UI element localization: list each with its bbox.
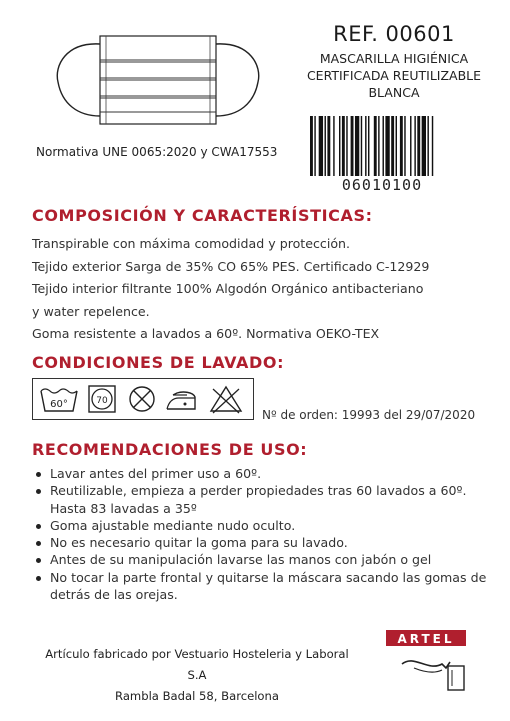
barcode-bar bbox=[314, 116, 315, 176]
barcode-bar bbox=[319, 116, 323, 176]
barcode-bar bbox=[410, 116, 411, 176]
footer bbox=[36, 644, 358, 707]
composition-line: Transpirable con máxima comodidad y protección. bbox=[32, 236, 351, 251]
barcode-bar bbox=[374, 116, 377, 176]
barcode-number: 06010100 bbox=[341, 176, 423, 194]
product-reference-block bbox=[286, 22, 502, 101]
washing-heading: CONDICIONES DE LAVADO: bbox=[32, 353, 285, 372]
composition-body bbox=[32, 233, 502, 346]
product-description-line: CERTIFICADA REUTILIZABLE bbox=[306, 68, 482, 83]
order-number: Nº de orden: 19993 del 29/07/2020 bbox=[262, 408, 476, 422]
barcode-bar bbox=[365, 116, 366, 176]
list-item: No es necesario quitar la goma para su lavado. bbox=[34, 534, 504, 551]
care-symbols-box bbox=[32, 378, 254, 420]
barcode-bar bbox=[414, 116, 415, 176]
list-item: No tocar la parte frontal y quitarse la máscara sacando las gomas de detrás de las orejas. bbox=[34, 569, 504, 604]
composition-heading: COMPOSICIÓN Y CARACTERÍSTICAS: bbox=[32, 206, 373, 225]
composition-line: Tejido exterior Sarga de 35% CO 65% PES. Certificado C-12929 bbox=[32, 258, 430, 274]
list-item: Lavar antes del primer uso a 60º. bbox=[34, 465, 504, 482]
logo-text: ARTEL bbox=[397, 632, 455, 646]
recommendations-list bbox=[34, 465, 504, 603]
wash-temp-label: 60° bbox=[50, 399, 68, 410]
no-bleach-icon bbox=[211, 387, 241, 413]
barcode-bar bbox=[404, 116, 405, 176]
barcode-bar bbox=[368, 116, 369, 176]
iron-low-icon bbox=[167, 392, 195, 409]
no-tumble-dry-icon bbox=[130, 387, 154, 411]
list-item: Goma ajustable mediante nudo oculto. bbox=[34, 517, 504, 534]
product-description bbox=[286, 50, 502, 101]
wash-60-icon bbox=[41, 389, 77, 411]
composition-line: Tejido interior filtrante 100% Algodón Orgánico antibacteriano bbox=[32, 281, 424, 296]
mask-illustration bbox=[48, 32, 268, 128]
composition-line: y water repelence. bbox=[32, 303, 150, 319]
manufacturer-text: Artículo fabricado por Vestuario Hosteleria y Laboral S.A bbox=[45, 647, 349, 682]
barcode-bar bbox=[417, 116, 420, 176]
barcode-bar bbox=[422, 116, 426, 176]
barcode-bar bbox=[310, 116, 313, 176]
barcode-bar bbox=[432, 116, 433, 176]
address-text: Rambla Badal 58, Barcelona bbox=[115, 689, 279, 703]
barcode-bar bbox=[385, 116, 389, 176]
barcode-bar bbox=[351, 116, 354, 176]
dry-temp-label: 70 bbox=[96, 396, 108, 406]
barcode-bar bbox=[325, 116, 326, 176]
barcode-bar bbox=[396, 116, 397, 176]
list-item: Antes de su manipulación lavarse las manos con jabón o gel bbox=[34, 551, 504, 568]
product-description-line: BLANCA bbox=[368, 85, 420, 100]
barcode-bar bbox=[427, 116, 428, 176]
barcode-bar bbox=[400, 116, 403, 176]
recommendations-heading: RECOMENDACIONES DE USO: bbox=[32, 440, 308, 459]
barcode-bar bbox=[383, 116, 384, 176]
product-ref: REF. 00601 bbox=[333, 22, 455, 46]
barcode-bar bbox=[361, 116, 362, 176]
barcode-bar bbox=[342, 116, 345, 176]
barcode-bar bbox=[391, 116, 394, 176]
barcode-bar bbox=[333, 116, 334, 176]
barcode-bar bbox=[378, 116, 379, 176]
product-description-line: MASCARILLA HIGIÉNICA bbox=[319, 51, 469, 66]
dry-clean-70-icon bbox=[89, 386, 115, 412]
barcode-bar bbox=[346, 116, 347, 176]
normativa-text: Normativa UNE 0065:2020 y CWA17553 bbox=[36, 145, 278, 159]
barcode-bar bbox=[355, 116, 359, 176]
composition-line: Goma resistente a lavados a 60º. Normativa OEKO-TEX bbox=[32, 326, 380, 341]
barcode-bar bbox=[327, 116, 330, 176]
artel-logo bbox=[384, 628, 484, 698]
list-item: Reutilizable, empieza a perder propiedades tras 60 lavados a 60º. Hasta 83 lavadas a 35º bbox=[34, 482, 504, 517]
barcode-bar bbox=[339, 116, 340, 176]
barcode bbox=[310, 116, 476, 176]
